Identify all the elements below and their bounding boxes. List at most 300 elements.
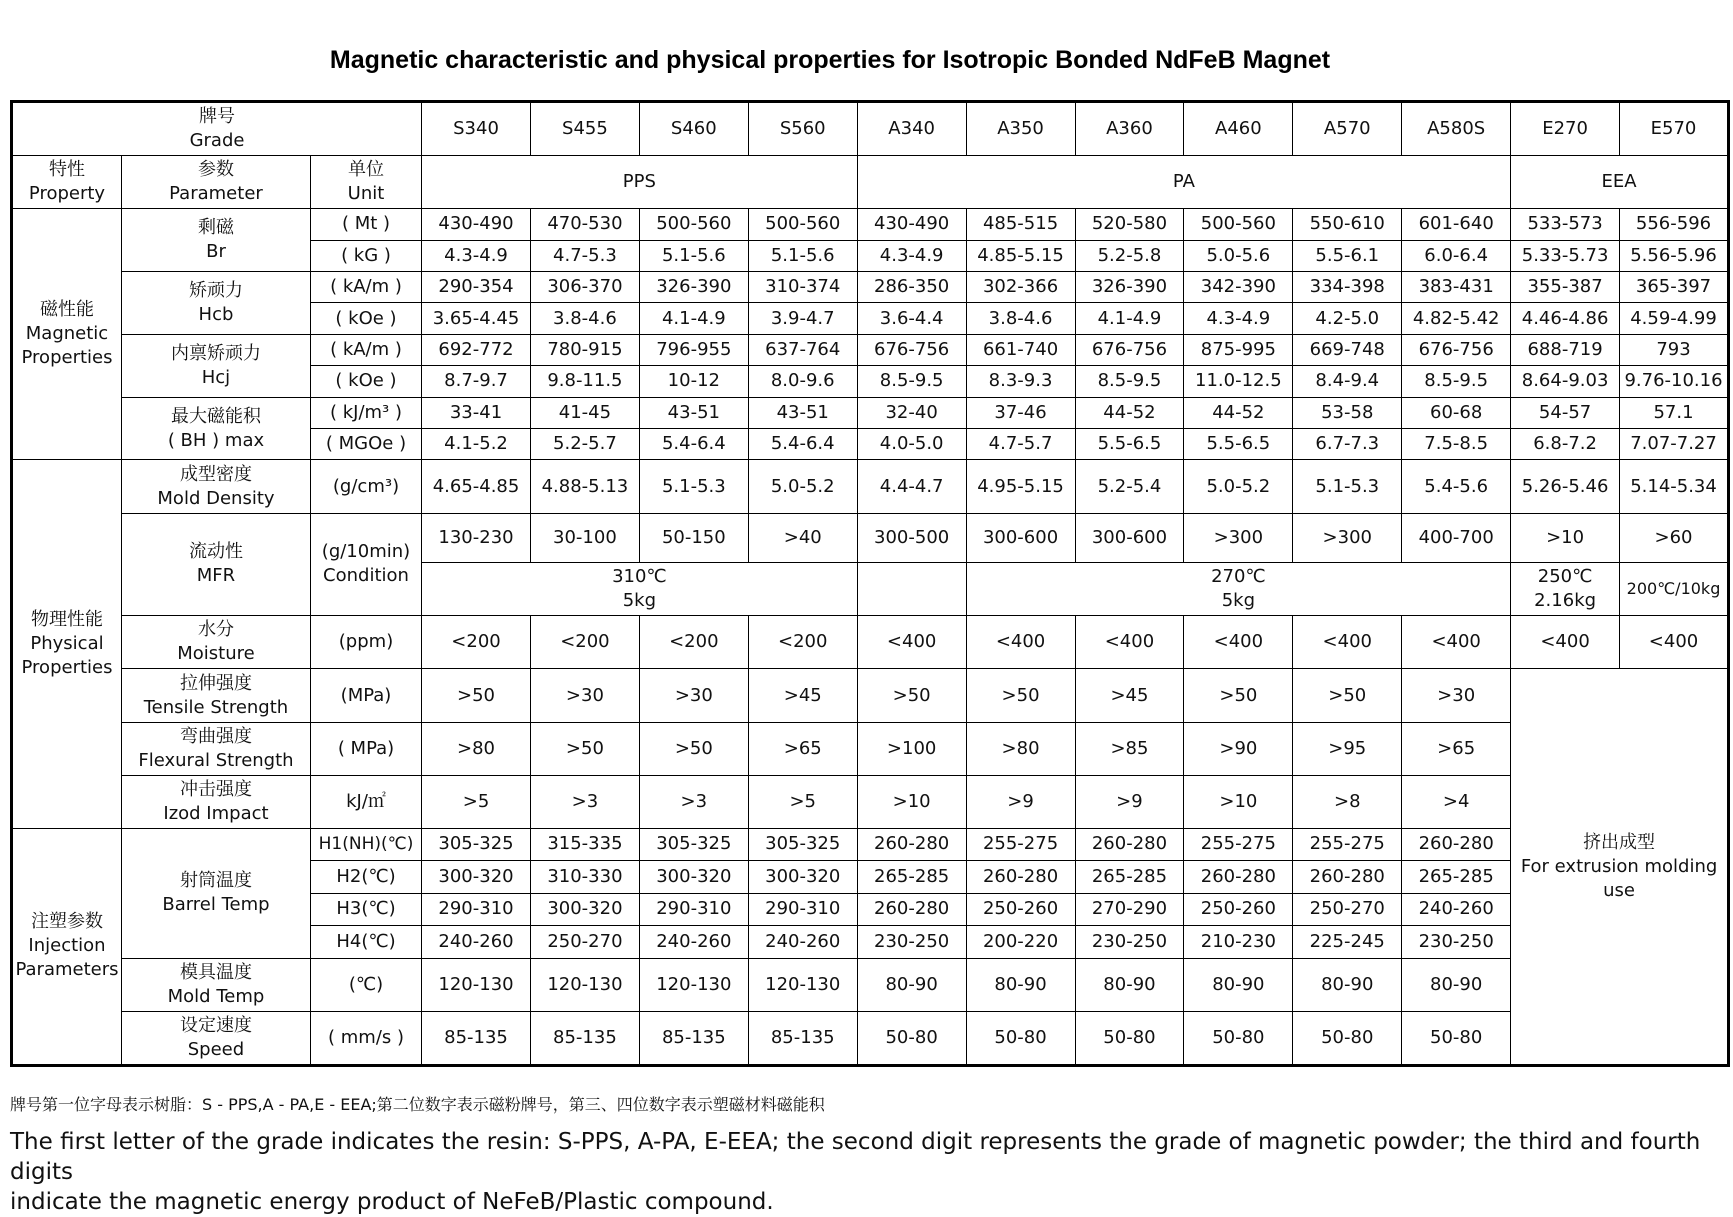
value-cell: >3 (530, 775, 639, 828)
value-cell: 550-610 (1293, 209, 1402, 240)
group-label-en: Parameters (15, 959, 119, 981)
unit-cell: ( MGOe ) (310, 429, 421, 460)
value-cell: <400 (1293, 616, 1402, 669)
value-cell: 225-245 (1293, 926, 1402, 958)
unit-cell: ( kOe ) (310, 303, 421, 334)
value-cell: 250-260 (1184, 893, 1293, 925)
unit-cell (310, 513, 421, 616)
value-cell: 10-12 (639, 366, 748, 397)
extrusion-label-en: use (1603, 879, 1635, 901)
value-cell: 43-51 (748, 397, 857, 428)
value-cell: 230-250 (1402, 926, 1511, 958)
unit-label-en: Unit (347, 183, 385, 205)
value-cell: 3.8-4.6 (530, 303, 639, 334)
value-cell: >50 (1293, 669, 1402, 722)
table-row (12, 209, 1729, 240)
param-label-cn: 成型密度 (179, 463, 252, 485)
unit-cell: (MPa) (310, 669, 421, 722)
value-cell: 4.0-5.0 (857, 429, 966, 460)
condition-cell (966, 563, 1511, 616)
property-label-cn: 特性 (49, 159, 85, 181)
value-cell: 500-560 (748, 209, 857, 240)
value-cell: >4 (1402, 775, 1511, 828)
table-row (12, 775, 1729, 828)
value-cell: 5.2-5.4 (1075, 460, 1184, 513)
value-cell: 4.82-5.42 (1402, 303, 1511, 334)
value-cell: >300 (1293, 513, 1402, 563)
value-cell: >10 (1184, 775, 1293, 828)
value-cell: 260-280 (857, 893, 966, 925)
param-label-en: MFR (196, 565, 236, 587)
value-cell: 7.5-8.5 (1402, 429, 1511, 460)
value-cell: 5.4-6.4 (748, 429, 857, 460)
value-cell: 50-150 (639, 513, 748, 563)
value-cell: >85 (1075, 722, 1184, 775)
value-cell: 470-530 (530, 209, 639, 240)
unit-cell: ( kJ/m³ ) (310, 397, 421, 428)
param-label-cn: 拉伸强度 (179, 672, 252, 694)
value-cell: 50-80 (1184, 1011, 1293, 1065)
unit-cell: ( mm/s ) (310, 1011, 421, 1065)
unit-cell: H1(NH)(℃) (310, 828, 421, 860)
value-cell: >50 (1184, 669, 1293, 722)
unit-cell: H3(℃) (310, 893, 421, 925)
grade-cell: A580S (1402, 102, 1511, 156)
value-cell: >50 (422, 669, 531, 722)
value-cell: 85-135 (422, 1011, 531, 1065)
value-cell: 41-45 (530, 397, 639, 428)
value-cell: 240-260 (422, 926, 531, 958)
value-cell: 661-740 (966, 334, 1075, 365)
value-cell: 485-515 (966, 209, 1075, 240)
value-cell: 315-335 (530, 828, 639, 860)
unit-cell: ( kG ) (310, 240, 421, 271)
grade-cell: E570 (1620, 102, 1729, 156)
value-cell: 8.7-9.7 (422, 366, 531, 397)
value-cell: 305-325 (748, 828, 857, 860)
value-cell: 5.2-5.7 (530, 429, 639, 460)
grade-row (12, 102, 1729, 156)
value-cell: 260-280 (966, 861, 1075, 893)
condition-cell (1511, 563, 1620, 616)
param-bhmax (122, 397, 311, 460)
value-cell: 255-275 (1184, 828, 1293, 860)
value-cell: 8.5-9.5 (857, 366, 966, 397)
param-label-en: Flexural Strength (138, 749, 294, 771)
value-cell: 4.65-4.85 (422, 460, 531, 513)
value-cell: 8.4-9.4 (1293, 366, 1402, 397)
value-cell: 3.65-4.45 (422, 303, 531, 334)
grade-cell: S455 (530, 102, 639, 156)
table-row (12, 397, 1729, 428)
value-cell: 4.46-4.86 (1511, 303, 1620, 334)
value-cell: 4.1-4.9 (639, 303, 748, 334)
value-cell: 4.7-5.3 (530, 240, 639, 271)
value-cell: 400-700 (1402, 513, 1511, 563)
value-cell: 793 (1620, 334, 1729, 365)
value-cell: 37-46 (966, 397, 1075, 428)
value-cell: 6.0-6.4 (1402, 240, 1511, 271)
value-cell: 255-275 (966, 828, 1075, 860)
parameter-label-cn: 参数 (197, 159, 234, 181)
value-cell: 780-915 (530, 334, 639, 365)
value-cell: 260-280 (857, 828, 966, 860)
param-label-en: Speed (187, 1038, 245, 1060)
param-label-cn: 弯曲强度 (179, 725, 252, 747)
value-cell: 270-290 (1075, 893, 1184, 925)
header-row (12, 156, 1729, 209)
value-cell: 5.56-5.96 (1620, 240, 1729, 271)
grade-cell: S340 (422, 102, 531, 156)
group-label-en: Properties (21, 657, 113, 679)
value-cell: >100 (857, 722, 966, 775)
value-cell: 5.1-5.3 (639, 460, 748, 513)
value-cell: 120-130 (748, 958, 857, 1011)
value-cell: >65 (748, 722, 857, 775)
value-cell: 80-90 (857, 958, 966, 1011)
value-cell: >50 (639, 722, 748, 775)
grade-cell: S560 (748, 102, 857, 156)
value-cell: 8.5-9.5 (1402, 366, 1511, 397)
value-cell: 383-431 (1402, 272, 1511, 303)
value-cell: 430-490 (857, 209, 966, 240)
param-label-cn: 水分 (197, 619, 234, 641)
value-cell: 290-310 (639, 893, 748, 925)
value-cell: 520-580 (1075, 209, 1184, 240)
value-cell: 430-490 (422, 209, 531, 240)
properties-table (10, 100, 1730, 1067)
value-cell: 50-80 (966, 1011, 1075, 1065)
footnote-line: The first letter of the grade indicates the resin: S-PPS, A-PA, E-EEA; the second digit represents the grade of magnetic powder; the third and fourth digits (10, 1129, 1701, 1185)
param-mold-temp (122, 958, 311, 1011)
param-barrel-temp (122, 828, 311, 958)
value-cell: 200-220 (966, 926, 1075, 958)
value-cell: >40 (748, 513, 857, 563)
value-cell: 80-90 (1184, 958, 1293, 1011)
value-cell: 290-354 (422, 272, 531, 303)
value-cell: 310-374 (748, 272, 857, 303)
value-cell: 4.3-4.9 (422, 240, 531, 271)
value-cell: 355-387 (1511, 272, 1620, 303)
value-cell: 265-285 (1075, 861, 1184, 893)
value-cell: 4.88-5.13 (530, 460, 639, 513)
resin-eea: EEA (1511, 156, 1729, 209)
param-hcb (122, 272, 311, 335)
value-cell: 80-90 (1402, 958, 1511, 1011)
group-label-en: Properties (21, 347, 113, 369)
condition-cell-empty (857, 563, 966, 616)
unit-cell: ( kOe ) (310, 366, 421, 397)
value-cell: 5.5-6.5 (1184, 429, 1293, 460)
value-cell: >30 (530, 669, 639, 722)
value-cell: 4.3-4.9 (1184, 303, 1293, 334)
unit-label: (g/10min) (321, 541, 411, 563)
value-cell: <400 (857, 616, 966, 669)
value-cell: <200 (530, 616, 639, 669)
value-cell: >45 (1075, 669, 1184, 722)
value-cell: >30 (1402, 669, 1511, 722)
param-label-en: Izod Impact (163, 802, 269, 824)
grade-label-cn: 牌号 (199, 106, 236, 128)
unit-cell: (ppm) (310, 616, 421, 669)
param-izod (122, 775, 311, 828)
footnote-line: indicate the magnetic energy product of NeFeB/Plastic compound. (10, 1189, 774, 1215)
table-row (12, 513, 1729, 563)
value-cell: 5.4-5.6 (1402, 460, 1511, 513)
value-cell: 300-500 (857, 513, 966, 563)
value-cell: 30-100 (530, 513, 639, 563)
value-cell: 5.1-5.6 (748, 240, 857, 271)
unit-cell: (℃) (310, 958, 421, 1011)
value-cell: 3.9-4.7 (748, 303, 857, 334)
value-cell: 260-280 (1075, 828, 1184, 860)
value-cell: 130-230 (422, 513, 531, 563)
group-label-cn: 注塑参数 (31, 911, 103, 933)
value-cell: 5.1-5.3 (1293, 460, 1402, 513)
value-cell: 3.8-4.6 (966, 303, 1075, 334)
unit-cell: H2(℃) (310, 861, 421, 893)
value-cell: 8.5-9.5 (1075, 366, 1184, 397)
value-cell: 326-390 (1075, 272, 1184, 303)
value-cell: 669-748 (1293, 334, 1402, 365)
param-label-cn: 矫顽力 (188, 279, 243, 301)
param-label-cn: 流动性 (188, 541, 243, 563)
value-cell: 4.1-5.2 (422, 429, 531, 460)
value-cell: >5 (748, 775, 857, 828)
value-cell: 3.6-4.4 (857, 303, 966, 334)
param-label-en: Tensile Strength (143, 696, 289, 718)
value-cell: 240-260 (639, 926, 748, 958)
param-label-en: Mold Temp (167, 985, 265, 1007)
param-label-en: Hcb (198, 303, 234, 325)
value-cell: >45 (748, 669, 857, 722)
value-cell: 6.7-7.3 (1293, 429, 1402, 460)
value-cell: 300-600 (1075, 513, 1184, 563)
unit-header (310, 156, 421, 209)
group-label-cn: 物理性能 (31, 609, 103, 631)
parameter-header (122, 156, 311, 209)
table-row (12, 958, 1729, 1011)
value-cell: 5.5-6.5 (1075, 429, 1184, 460)
value-cell: 9.76-10.16 (1620, 366, 1729, 397)
value-cell: 11.0-12.5 (1184, 366, 1293, 397)
value-cell: 300-320 (639, 861, 748, 893)
param-label-cn: 模具温度 (179, 961, 252, 983)
value-cell: 5.0-5.6 (1184, 240, 1293, 271)
injection-group (12, 828, 122, 1065)
param-mfr (122, 513, 311, 616)
value-cell: 334-398 (1293, 272, 1402, 303)
value-cell: 4.1-4.9 (1075, 303, 1184, 334)
value-cell: 5.1-5.6 (639, 240, 748, 271)
value-cell: 302-366 (966, 272, 1075, 303)
value-cell: 250-260 (966, 893, 1075, 925)
value-cell: >80 (422, 722, 531, 775)
page-title: Magnetic characteristic and physical properties for Isotropic Bonded NdFeB Magnet (329, 46, 1331, 74)
param-label-cn: 冲击强度 (179, 778, 252, 800)
unit-cell: kJ/㎡ (310, 775, 421, 828)
value-cell: 32-40 (857, 397, 966, 428)
value-cell: 60-68 (1402, 397, 1511, 428)
value-cell: 44-52 (1075, 397, 1184, 428)
value-cell: 306-370 (530, 272, 639, 303)
value-cell: 305-325 (422, 828, 531, 860)
condition-load: 5kg (622, 590, 657, 612)
param-hcj (122, 334, 311, 397)
value-cell: 85-135 (530, 1011, 639, 1065)
condition-load: 5kg (1221, 590, 1256, 612)
table-row (12, 272, 1729, 303)
param-label-en: Mold Density (157, 487, 275, 509)
value-cell: 8.64-9.03 (1511, 366, 1620, 397)
value-cell: 5.2-5.8 (1075, 240, 1184, 271)
value-cell: 500-560 (1184, 209, 1293, 240)
param-mold-density (122, 460, 311, 513)
unit-cell: ( kA/m ) (310, 272, 421, 303)
value-cell: >95 (1293, 722, 1402, 775)
value-cell: >50 (857, 669, 966, 722)
value-cell: 80-90 (966, 958, 1075, 1011)
param-speed (122, 1011, 311, 1065)
param-label-en: Barrel Temp (162, 894, 270, 916)
grade-cell: A460 (1184, 102, 1293, 156)
value-cell: 326-390 (639, 272, 748, 303)
value-cell: 290-310 (748, 893, 857, 925)
param-tensile (122, 669, 311, 722)
param-flexural (122, 722, 311, 775)
value-cell: 4.7-5.7 (966, 429, 1075, 460)
value-cell: >300 (1184, 513, 1293, 563)
value-cell: >30 (639, 669, 748, 722)
value-cell: 7.07-7.27 (1620, 429, 1729, 460)
value-cell: >9 (966, 775, 1075, 828)
value-cell: 54-57 (1511, 397, 1620, 428)
value-cell: 250-270 (1293, 893, 1402, 925)
value-cell: 300-320 (748, 861, 857, 893)
grade-cell: A360 (1075, 102, 1184, 156)
value-cell: <400 (1620, 616, 1729, 669)
unit-cell: ( kA/m ) (310, 334, 421, 365)
value-cell: 43-51 (639, 397, 748, 428)
value-cell: 4.4-4.7 (857, 460, 966, 513)
value-cell: 80-90 (1075, 958, 1184, 1011)
resin-pa: PA (857, 156, 1510, 209)
value-cell: 4.2-5.0 (1293, 303, 1402, 334)
value-cell: 300-600 (966, 513, 1075, 563)
property-header (12, 156, 122, 209)
value-cell: >10 (1511, 513, 1620, 563)
grade-cell: A570 (1293, 102, 1402, 156)
value-cell: 796-955 (639, 334, 748, 365)
value-cell: 692-772 (422, 334, 531, 365)
value-cell: 290-310 (422, 893, 531, 925)
value-cell: <400 (966, 616, 1075, 669)
value-cell: 120-130 (639, 958, 748, 1011)
condition-temp: 250℃ (1537, 566, 1593, 588)
value-cell: 556-596 (1620, 209, 1729, 240)
value-cell: 85-135 (748, 1011, 857, 1065)
value-cell: 5.0-5.2 (1184, 460, 1293, 513)
footnote-chinese: 牌号第一位字母表示树脂：S - PPS,A - PA,E - EEA;第二位数字表示磁粉牌号，第三、四位数字表示塑磁材料磁能积 (10, 1095, 825, 1114)
value-cell: 210-230 (1184, 926, 1293, 958)
value-cell: 85-135 (639, 1011, 748, 1065)
grade-cell: A340 (857, 102, 966, 156)
value-cell: 300-320 (422, 861, 531, 893)
value-cell: >65 (1402, 722, 1511, 775)
extrusion-note (1511, 669, 1729, 1066)
grade-label-en: Grade (189, 130, 245, 152)
unit-cell: (g/cm³) (310, 460, 421, 513)
condition-temp: 310℃ (612, 566, 667, 588)
value-cell: 240-260 (748, 926, 857, 958)
param-br (122, 209, 311, 272)
grade-cell: A350 (966, 102, 1075, 156)
value-cell: <200 (748, 616, 857, 669)
param-label-cn: 剩磁 (197, 217, 234, 239)
value-cell: 4.59-4.99 (1620, 303, 1729, 334)
value-cell: 50-80 (1293, 1011, 1402, 1065)
value-cell: 533-573 (1511, 209, 1620, 240)
table-row (12, 460, 1729, 513)
param-label-en: ( BH ) max (167, 429, 265, 451)
value-cell: 5.33-5.73 (1511, 240, 1620, 271)
value-cell: >5 (422, 775, 531, 828)
condition-cell: 200℃/10kg (1620, 563, 1729, 616)
value-cell: 5.26-5.46 (1511, 460, 1620, 513)
param-label-en: Br (206, 241, 226, 263)
value-cell: >3 (639, 775, 748, 828)
value-cell: 260-280 (1293, 861, 1402, 893)
value-cell: 688-719 (1511, 334, 1620, 365)
group-label-en: Physical (30, 633, 104, 655)
value-cell: 50-80 (1075, 1011, 1184, 1065)
value-cell: 50-80 (1402, 1011, 1511, 1065)
value-cell: 8.0-9.6 (748, 366, 857, 397)
value-cell: 44-52 (1184, 397, 1293, 428)
value-cell: <200 (422, 616, 531, 669)
unit-cell: ( MPa) (310, 722, 421, 775)
value-cell: 120-130 (422, 958, 531, 1011)
value-cell: 120-130 (530, 958, 639, 1011)
value-cell: 8.3-9.3 (966, 366, 1075, 397)
value-cell: 33-41 (422, 397, 531, 428)
value-cell: 637-764 (748, 334, 857, 365)
value-cell: 4.3-4.9 (857, 240, 966, 271)
condition-temp: 270℃ (1211, 566, 1266, 588)
value-cell: <400 (1075, 616, 1184, 669)
param-label-cn: 最大磁能积 (170, 405, 261, 427)
value-cell: 255-275 (1293, 828, 1402, 860)
value-cell: <200 (639, 616, 748, 669)
value-cell: 5.0-5.2 (748, 460, 857, 513)
value-cell: 53-58 (1293, 397, 1402, 428)
value-cell: 676-756 (1075, 334, 1184, 365)
value-cell: 342-390 (1184, 272, 1293, 303)
footnote-english (10, 1127, 1725, 1217)
value-cell: <400 (1511, 616, 1620, 669)
value-cell: 310-330 (530, 861, 639, 893)
table-row (12, 722, 1729, 775)
value-cell: 6.8-7.2 (1511, 429, 1620, 460)
value-cell: 57.1 (1620, 397, 1729, 428)
unit-cell: H4(℃) (310, 926, 421, 958)
value-cell: >50 (966, 669, 1075, 722)
value-cell: >50 (530, 722, 639, 775)
grade-header (12, 102, 422, 156)
table-row (12, 1011, 1729, 1065)
param-label-cn: 内禀矫顽力 (170, 342, 261, 364)
resin-pps: PPS (422, 156, 858, 209)
